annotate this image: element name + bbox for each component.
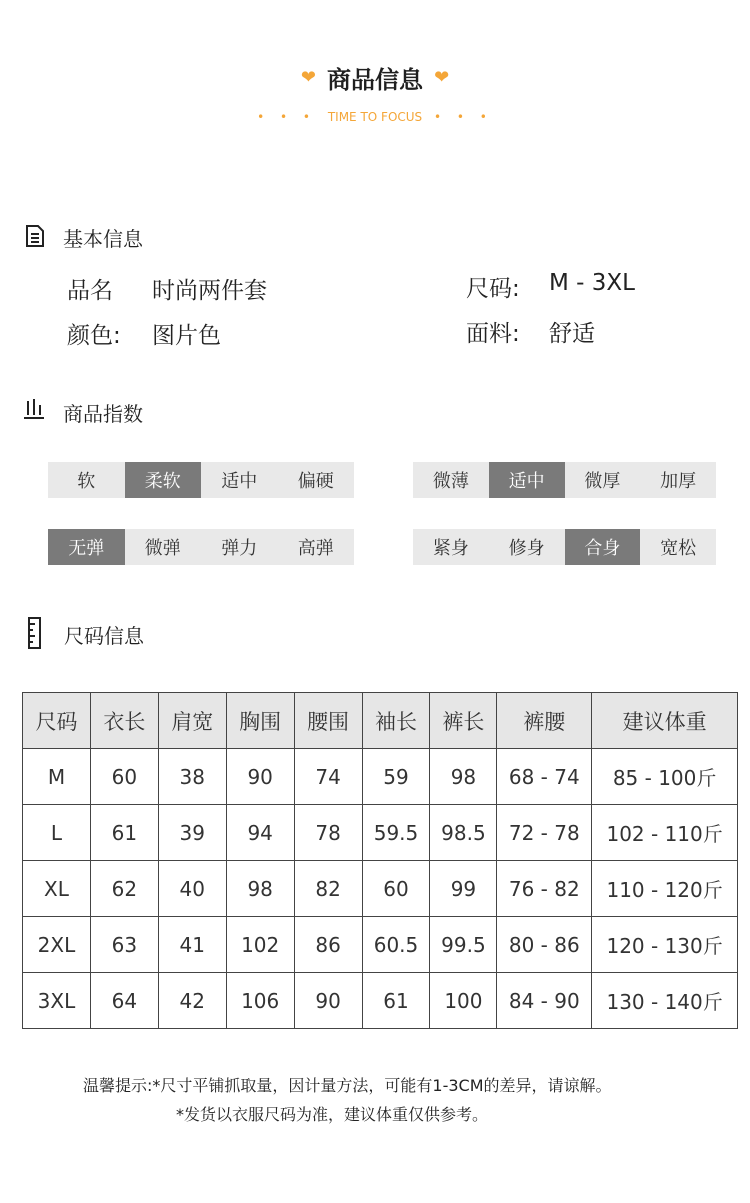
table-cell: 85 - 100斤 — [592, 749, 738, 805]
table-cell: 100 — [430, 973, 497, 1029]
note-line-2: *发货以衣服尺码为准，建议体重仅供参考。 — [176, 1105, 489, 1124]
table-cell: 98 — [430, 749, 497, 805]
size-table-header-cell: 尺码 — [23, 693, 91, 749]
table-cell: 38 — [158, 749, 226, 805]
fabric-value: 舒适 — [549, 321, 595, 347]
size-table — [22, 692, 738, 1029]
table-cell: 98 — [226, 861, 294, 917]
table-cell: 63 — [90, 917, 158, 973]
table-cell: 40 — [158, 861, 226, 917]
index-option: 柔软 — [125, 462, 202, 498]
color-value: 图片色 — [152, 323, 221, 349]
table-cell: 72 - 78 — [497, 805, 592, 861]
fabric-label: 面料: — [466, 321, 520, 347]
heart-icon-left: ❤ — [300, 67, 316, 88]
index-bar-fit — [413, 529, 716, 565]
table-cell: 120 - 130斤 — [592, 917, 738, 973]
size-table-header-cell: 袖长 — [362, 693, 430, 749]
index-option: 修身 — [508, 538, 545, 559]
page-title: 商品信息 — [327, 66, 423, 94]
size-table-header-cell: 腰围 — [294, 693, 362, 749]
table-row — [23, 805, 738, 861]
table-cell: 90 — [294, 973, 362, 1029]
size-table-header-cell: 衣长 — [90, 693, 158, 749]
table-cell: 61 — [90, 805, 158, 861]
index-option: 紧身 — [432, 538, 469, 559]
table-cell: 68 - 74 — [497, 749, 592, 805]
color-label: 颜色: — [67, 323, 121, 349]
table-cell: 84 - 90 — [497, 973, 592, 1029]
table-cell: 59 — [362, 749, 430, 805]
table-cell: XL — [23, 861, 91, 917]
size-table-header-cell: 胸围 — [226, 693, 294, 749]
table-cell: 106 — [226, 973, 294, 1029]
table-cell: 62 — [90, 861, 158, 917]
page-subtitle-row — [0, 110, 750, 124]
index-option: 合身 — [565, 529, 641, 565]
table-row — [23, 749, 738, 805]
table-cell: 80 - 86 — [497, 917, 592, 973]
section-title-index: 商品指数 — [63, 402, 143, 426]
table-row — [23, 917, 738, 973]
table-cell: 102 — [226, 917, 294, 973]
table-cell: 61 — [362, 973, 430, 1029]
table-cell: L — [23, 805, 91, 861]
table-row — [23, 861, 738, 917]
table-cell: 130 - 140斤 — [592, 973, 738, 1029]
size-label: 尺码: — [466, 276, 520, 302]
table-cell: 102 - 110斤 — [592, 805, 738, 861]
page-subtitle: TIME TO FOCUS — [327, 110, 423, 124]
index-option: 微薄 — [432, 471, 469, 492]
size-value: M - 3XL — [549, 270, 635, 296]
index-option: 软 — [77, 471, 96, 492]
size-table-header-cell: 裤长 — [430, 693, 497, 749]
section-title-basic: 基本信息 — [63, 227, 143, 251]
heart-icon-right: ❤ — [434, 67, 450, 88]
dots-right: • • • — [434, 110, 493, 124]
index-option: 加厚 — [660, 471, 697, 492]
table-cell: 74 — [294, 749, 362, 805]
index-option: 微弹 — [144, 538, 181, 559]
index-option: 无弹 — [48, 529, 125, 565]
index-option: 适中 — [489, 462, 565, 498]
index-option: 偏硬 — [297, 471, 334, 492]
size-table-header-cell: 肩宽 — [158, 693, 226, 749]
table-cell: 59.5 — [362, 805, 430, 861]
table-cell: 42 — [158, 973, 226, 1029]
table-cell: 110 - 120斤 — [592, 861, 738, 917]
table-cell: 60 — [362, 861, 430, 917]
table-cell: 60.5 — [362, 917, 430, 973]
table-cell: 39 — [158, 805, 226, 861]
ruler-icon — [27, 617, 43, 653]
section-title-size: 尺码信息 — [64, 624, 144, 648]
index-bar-thickness — [413, 462, 716, 498]
index-bar-elasticity — [48, 529, 354, 565]
table-row — [23, 973, 738, 1029]
document-icon — [24, 224, 46, 252]
name-label: 品名 — [67, 278, 113, 304]
table-cell: 64 — [90, 973, 158, 1029]
table-cell: 60 — [90, 749, 158, 805]
table-cell: 99 — [430, 861, 497, 917]
table-cell: M — [23, 749, 91, 805]
index-option: 适中 — [221, 471, 258, 492]
table-cell: 76 - 82 — [497, 861, 592, 917]
name-value: 时尚两件套 — [152, 278, 267, 304]
index-option: 微厚 — [584, 471, 621, 492]
page-title-row — [0, 60, 750, 95]
index-option: 弹力 — [221, 538, 258, 559]
size-table-header-cell: 裤腰 — [497, 693, 592, 749]
index-option: 高弹 — [297, 538, 334, 559]
size-table-header-cell: 建议体重 — [592, 693, 738, 749]
table-cell: 98.5 — [430, 805, 497, 861]
table-cell: 86 — [294, 917, 362, 973]
note-line-1: 温馨提示:*尺寸平铺抓取量，因计量方法，可能有1-3CM的差异，请谅解。 — [83, 1076, 612, 1095]
index-bar-softness — [48, 462, 354, 498]
dots-left: • • • — [257, 110, 316, 124]
table-cell: 78 — [294, 805, 362, 861]
table-cell: 99.5 — [430, 917, 497, 973]
bar-chart-icon — [23, 397, 45, 425]
table-cell: 90 — [226, 749, 294, 805]
table-cell: 94 — [226, 805, 294, 861]
table-cell: 82 — [294, 861, 362, 917]
size-table-header — [23, 693, 738, 749]
index-option: 宽松 — [660, 538, 697, 559]
table-cell: 3XL — [23, 973, 91, 1029]
table-cell: 41 — [158, 917, 226, 973]
table-cell: 2XL — [23, 917, 91, 973]
